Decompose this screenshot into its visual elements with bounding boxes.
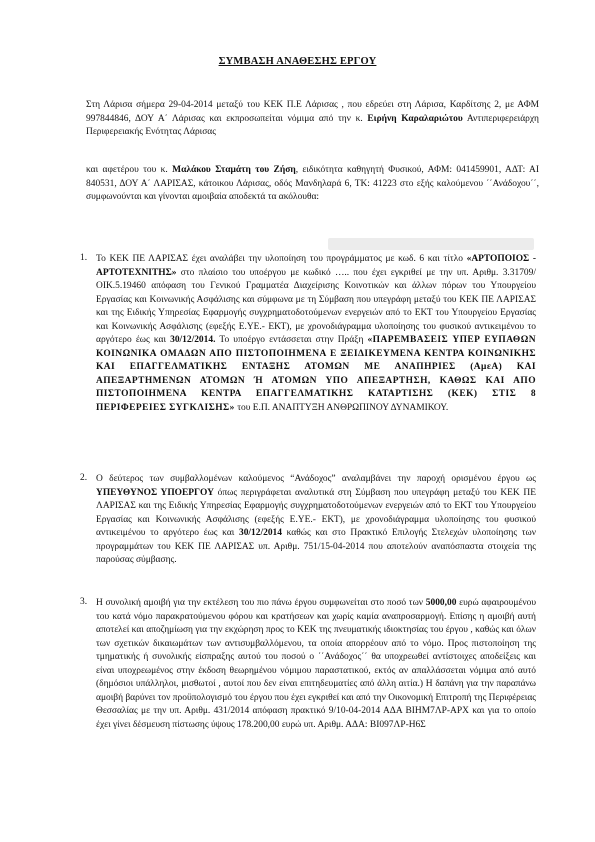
intro-paragraph bbox=[86, 99, 539, 140]
program-title: «ΑΡΤΟΠΟΙΟΣ - ΑΡΤΟΤΕΧΝΙΤΗΣ» bbox=[96, 254, 536, 278]
item-text-part: Ο δεύτερος των συμβαλλομένων καλούμενος “Ανάδοχος” αναλαμβάνει την παροχή ορισμένου έργου ως bbox=[96, 474, 536, 484]
role-title: ΥΠΕΥΘΥΝΟΣ ΥΠΟΕΡΓΟΥ bbox=[96, 487, 214, 498]
item-text bbox=[96, 597, 536, 732]
contractor-details: , ειδικότητα καθηγητή Φυσικού, ΑΦΜ: 041459901, ΑΔΤ: ΑΙ 840531, ΔΟΥ Α΄ ΛΑΡΙΣΑΣ, κάτοικου Λάρισας, οδός Μανδηλαρά 6, ΤΚ: 41223 στο εξής καλούμενου ΄΄Ανάδοχου΄΄, συμφωνούνται και γίνονται αμοιβαία αποδεκτά τα ακόλουθα: bbox=[86, 165, 539, 202]
item-text-part: ευρώ αφαιρουμένου του κατά νόμο παρακρατούμενου φόρου και κρατήσεων και χωρίς καμία αναπροσαρμογή. Επίσης η αμοιβή αυτή αποτελεί και αποζημίωση για την εκχώρηση προς το ΚΕΚ της πνευματικής ιδιοκτησίας του έργου , καθώς και όλων των σχετικών δικαιωμάτων των αντισυμβαλλόμενου, τα οποία απορρέουν από το νόμο. Προς πιστοποίηση της τμηματικής ή συνολικής είσπραξης αυτού του ποσού ο ΄΄Ανάδοχος΄΄ θα υποχρεωθεί αντίστοιχες αποδείξεις και είναι υποχρεωμένος στην έκδοση θεωρημένου νόμιμου παραστατικού, εκτός αν απαλλάσσεται νόμιμα από αυτό (δημόσιοι υπάλληλοι, μισθωτοί , αυτοί που δεν είναι επιτηδευματίες από άλλη αιτία.) Η δαπάνη για την παραπάνω αμοιβή βαρύνει τον προϋπολογισμό του έργου που έχει εγκριθεί και από την Οικονομική Επιτροπή της Περιφέρειας Θεσσαλίας με την υπ. Αριθμ. 431/2014 απόφαση πρακτικό 9/10-04-2014 ΑΔΑ ΒΙΗΜ7ΛΡ-ΑΡΧ και για το οποίο έχει γίνει δέσμευση πίστωσης ύψους 178.200,00 ευρώ υπ. Αριθμ. ΑΔΑ: ΒΙ097ΛΡ-Η6Σ bbox=[96, 598, 537, 730]
contractor-text: και αφετέρου του κ. bbox=[86, 165, 173, 175]
contractor-name: Μαλάκου Σταμάτη του Ζήση bbox=[172, 165, 296, 175]
item-text bbox=[96, 473, 536, 568]
intro-text: Στη Λάρισα σήμερα 29-04-2014 μεταξύ του ΚΕΚ Π.Ε Λάρισας , που εδρεύει στη Λάρισα, Καρδίτσης 2, με ΑΦΜ 997844846, ΔΟΥ Α΄ Λάρισας και εκπροσωπείται νόμιμα από την κ. bbox=[86, 100, 539, 124]
item-text-part: όπως περιγράφεται αναλυτικά στη Σύμβαση που υπεγράφη μεταξύ του ΚΕΚ ΠΕ ΛΑΡΙΣΑΣ και της Ειδικής Υπηρεσίας Εφαρμογής συγχρηματοδοτούμενων ενεργειών από το ΕΚΤ του Υπουργείου Εργασίας και Κοινωνικής Ασφάλισης (εφεξής Ε.ΥΕ.- ΕΚΤ), με χρονοδιάγραμμα υλοποίησης του φυσικού αντικειμένου το αργότερο έως και bbox=[96, 487, 536, 538]
item-text-part: Το υποέργο εντάσσεται στην Πράξη bbox=[215, 335, 368, 345]
item-number: 2. bbox=[80, 473, 88, 483]
watermark-stamp bbox=[328, 238, 534, 250]
item-text bbox=[96, 253, 536, 415]
document-title: ΣΥΜΒΑΣΗ ΑΝΑΘΕΣΗΣ ΕΡΓΟΥ bbox=[218, 56, 377, 67]
item-text-part: Η συνολική αμοιβή για την εκτέλεση του πιο πάνω έργου συμφωνείται στο ποσό των bbox=[96, 598, 426, 608]
item-number: 3. bbox=[80, 597, 88, 607]
item-text-part: καθώς και στο Πρακτικό Επιλογής Στελεχών υλοποίησης των προγραμμάτων του ΚΕΚ ΠΕ ΛΑΡΙΣΑΣ υπ. Αριθμ. 751/15-04-2014 που αποτελούν αναπόσπαστα στοιχεία της παρούσας σύμβασης. bbox=[96, 528, 536, 565]
item-text-part: του Ε.Π. ΑΝΑΠΤΥΞΗ ΑΝΘΡΩΠΙΝΟΥ ΔΥΝΑΜΙΚΟΥ. bbox=[234, 402, 449, 413]
item-text-part: Το ΚΕΚ ΠΕ ΛΑΡΙΣΑΣ έχει αναλάβει την υλοποίηση του προγράμματος με κωδ. 6 και τίτλο bbox=[96, 254, 467, 264]
action-title: «ΠΑΡΕΜΒΑΣΕΙΣ ΥΠΕΡ ΕΥΠΑΘΩΝ ΚΟΙΝΩΝΙΚΑ ΟΜΑΔΩΝ ΑΠΟ ΠΙΣΤΟΠΟΙΗΜΕΝΑ Ε ΞΕΙΔΙΚΕΥΜΕΝΑ ΚΕΝΤΡΑ ΚΟΙΝΩΝΙΚΗΣ ΚΑΙ ΕΠΑΓΓΕΛΜΑΤΙΚΗΣ ΕΝΤΑΞΗΣ ΑΤΟΜΩΝ ΜΕ ΑΝΑΠΗΡΙΕΣ (ΑμεΑ) ΚΑΙ ΑΠΕΞΑΡΤΗΜΕΝΩΝ ΑΤΟΜΩΝ Ή ΑΤΟΜΩΝ ΥΠΟ ΑΠΕΞΑΡΤΗΣΗ, ΚΑΘΩΣ ΚΑΙ ΑΠΟ ΠΙΣΤΟΠΟΙΗΜΕΝΑ ΚΕΝΤΡΑ ΕΠΑΓΓΕΛΜΑΤΙΚΗΣ ΚΑΤΑΡΤΙΣΗΣ (ΚΕΚ) ΣΤΙΣ 8 ΠΕΡΙΦΕΡΕΙΕΣ ΣΥΓΚΛΙΣΗΣ» bbox=[96, 335, 536, 413]
intro-text-tail: Αντιπεριφερειάρχη Περιφερειακής Ενότητας Λάρισας bbox=[86, 113, 539, 137]
deadline-date: 30/12/2014 bbox=[238, 528, 282, 538]
payment-amount: 5000,00 bbox=[425, 598, 457, 608]
contractor-paragraph bbox=[86, 164, 539, 205]
item-text-part: στο πλαίσιο του υποέργου με κωδικό ….. που έχει εγκριθεί με την υπ. Αριθμ. 3.31709/ΟΙΚ.5.19460 απόφαση του Γενικού Γραμματέα Διαχείρισης Κοινοτικών και άλλων πόρων του Υπουργείου Εργασίας και Κοινωνικής Ασφάλισης και σύμφωνα με τη Σύμβαση που υπεγράφη μεταξύ του ΚΕΚ ΠΕ ΛΑΡΙΣΑΣ και της Ειδικής Υπηρεσίας Εφαρμογής συγχρηματοδοτούμενων ενεργειών από το ΕΚΤ του Υπουργείου Εργασίας και Κοινωνικής Ασφάλισης (εφεξής Ε.ΥΕ.- ΕΚΤ), με χρονοδιάγραμμα υλοποίησης του φυσικού αντικειμένου το αργότερο έως και bbox=[96, 267, 536, 345]
item-number: 1. bbox=[80, 253, 88, 263]
deadline-date: 30/12/2014. bbox=[170, 335, 216, 345]
representative-name: Ειρήνη Καραλαριώτου bbox=[367, 113, 463, 124]
